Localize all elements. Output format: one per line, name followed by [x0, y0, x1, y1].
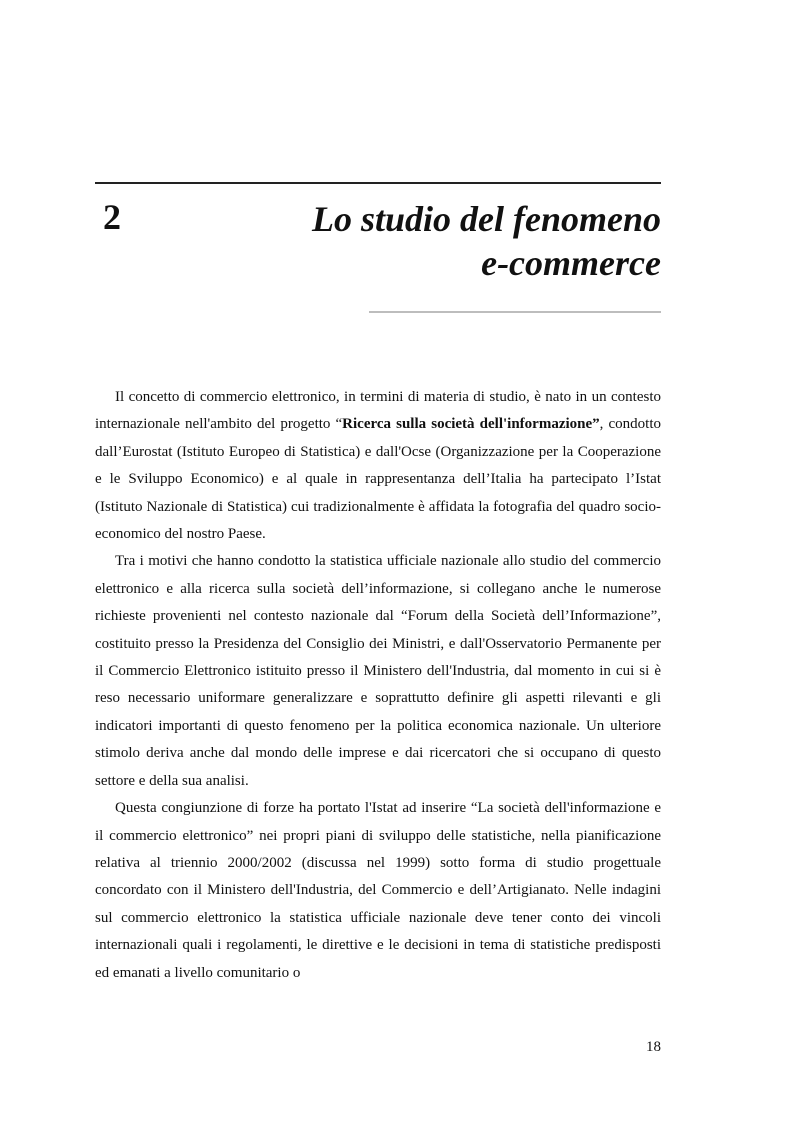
- chapter-bottom-rule: [369, 311, 661, 313]
- paragraph-3: Questa congiunzione di forze ha portato l'Istat ad inserire “La società dell'informazione e il commercio elettronico” nei propri piani di sviluppo delle statistiche, nella pianificazione relativa al triennio 2000/2002 (discussa nel 1999) sotto forma di studio progettuale concordato con il Ministero dell'Industria, del Commercio e dell’Artigianato. Nelle indagini sul commercio elettronico la statistica ufficiale nazionale deve tener conto dei vincoli internazionali quali i regolamenti, le direttive e le decisioni in tema di statistiche predisposti ed emanati a livello comunitario o: [95, 800, 661, 981]
- chapter-title-line-2: e-commerce: [481, 243, 661, 283]
- chapter-top-rule: [95, 182, 661, 184]
- paragraph-1: [95, 384, 661, 548]
- paragraph-1-end: , condotto dall’Eurostat (Istituto Europeo di Statistica) e dall'Ocse (Organizzazione per la Cooperazione e le Sviluppo Economico) e al quale in rappresentanza dell’Italia ha partecipato l’Istat (Istituto Nazionale di Statistica) cui tradizionalmente è affidata la fotografia del quadro socio-economico del nostro Paese.: [95, 416, 661, 543]
- chapter-title: [241, 197, 661, 285]
- body-text: [95, 384, 661, 987]
- page-number: 18: [646, 1039, 661, 1055]
- paragraph-2: Tra i motivi che hanno condotto la statistica ufficiale nazionale allo studio del commercio elettronico e alla ricerca sulla società dell’informazione, si collegano anche le numerose richieste provenienti nel contesto nazionale dal “Forum della Società dell’Informazione”, costituito presso la Presidenza del Consiglio dei Ministri, e dall'Osservatorio Permanente per il Commercio Elettronico istituito presso il Ministero dell'Industria, dal momento in cui si è reso necessario uniformare generalizzare e soprattutto definire gli aspetti rilevanti e gli indicatori importanti di questo fenomeno per la politica economica nazionale. Un ulteriore stimolo deriva anche dal mondo delle imprese e dai ricercatori che si occupano di questo settore e della sua analisi.: [95, 553, 661, 789]
- paragraph-1-bold: Ricerca sulla società dell'informazione”: [342, 416, 600, 433]
- paragraph-1-start: Il concetto di commercio elettronico, in termini di materia di studio, è nato in un contesto internazionale nell'ambito del progetto “: [95, 389, 661, 433]
- chapter-title-line-1: Lo studio del fenomeno: [312, 199, 661, 239]
- chapter-number: 2: [103, 197, 121, 237]
